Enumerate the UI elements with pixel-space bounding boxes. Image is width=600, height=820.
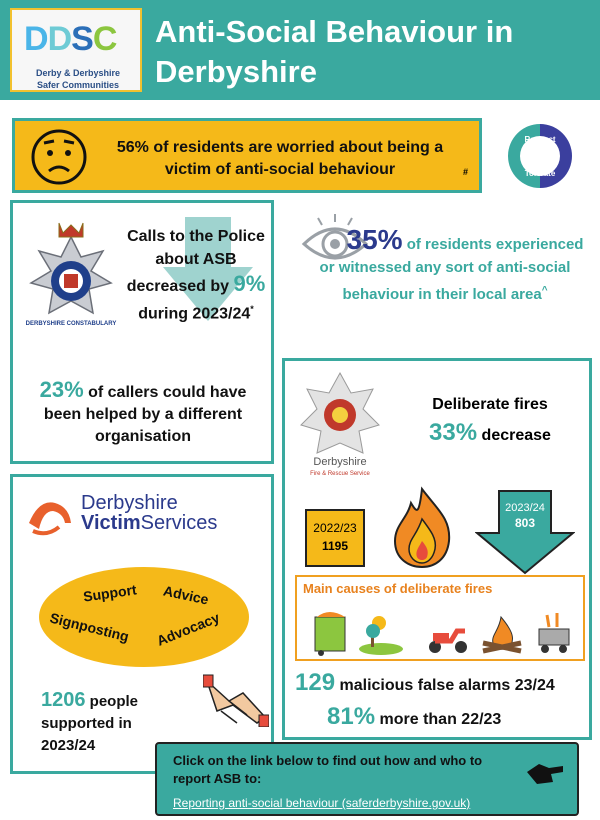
- more-pct: 81%: [327, 703, 376, 730]
- police-badge-icon: [19, 217, 123, 329]
- people-text2: supported in: [41, 715, 132, 732]
- people-text1: people: [89, 693, 139, 710]
- witness-footnote-mark: ^: [541, 285, 548, 296]
- word-advice: Advice: [161, 582, 211, 608]
- calls-text: Calls to the Police about ASB decreased by: [126, 228, 265, 295]
- title-line1: Anti-Social Behaviour in: [155, 14, 514, 49]
- victim-services-hand-icon: [25, 493, 75, 539]
- respect-tolerate-icon: [490, 118, 590, 194]
- scooter-icon: [429, 631, 467, 653]
- report-text: Click on the link below to find out how and who to report ASB to:: [173, 753, 483, 786]
- ddsc-logo: [10, 8, 142, 92]
- worry-text: 56% of residents are worried about being a victim of anti-social behaviour: [116, 139, 444, 178]
- vehicle-wreck-icon: [539, 613, 569, 653]
- prev-year: 2022/23: [313, 521, 357, 535]
- fire-logo-line1: Derbyshire: [313, 456, 367, 468]
- more-text: more than 22/23: [379, 711, 502, 728]
- word-support: Support: [82, 581, 138, 605]
- worry-banner: [12, 118, 482, 193]
- report-asb-box: [155, 742, 579, 816]
- police-badge-text: DERBYSHIRE CONSTABULARY: [25, 321, 117, 327]
- fire-causes-box: [295, 575, 585, 661]
- bonfire-icon: [483, 617, 521, 651]
- witness-pct: 35%: [346, 224, 403, 255]
- fire-causes-icons: [311, 607, 573, 657]
- fires-pct: 33%: [429, 419, 478, 446]
- police-panel: [10, 200, 274, 464]
- tolerate-word: Tolerate: [524, 169, 556, 178]
- prev-year-box: [305, 509, 365, 567]
- causes-title: Main causes of deliberate fires: [303, 581, 493, 596]
- victim-logo-services: Services: [140, 512, 218, 534]
- title-line2: Derbyshire: [155, 54, 317, 89]
- police-calls-text: [121, 225, 271, 325]
- victim-services-logo: [81, 493, 217, 533]
- fires-pct-label: decrease: [481, 427, 551, 444]
- cur-year: 2023/24: [505, 502, 545, 514]
- handshake-icon: [203, 671, 269, 727]
- logo-line1: Derby & Derbyshire: [35, 68, 121, 78]
- alarms-value: 129: [295, 669, 336, 696]
- callers-stat: [23, 377, 263, 448]
- fires-title: Deliberate fires: [432, 396, 548, 413]
- people-supported-stat: [41, 689, 138, 757]
- worried-face-icon: [31, 129, 87, 185]
- cur-value: 803: [514, 516, 536, 530]
- flame-icon: [385, 485, 459, 569]
- wheelie-bin-icon: [315, 612, 345, 656]
- page-title: [155, 12, 595, 92]
- callers-pct: 23%: [39, 377, 84, 402]
- witness-text: of residents experienced or witnessed any sort of anti-social behaviour in their local area: [319, 236, 584, 303]
- fire-decrease-arrow-icon: [475, 489, 575, 575]
- worry-footnote-mark: #: [463, 167, 469, 177]
- people-text3: 2023/24: [41, 737, 96, 754]
- fire-service-crest-icon: [297, 369, 383, 479]
- fire-logo-line2: Fire & Rescue Service: [310, 471, 370, 477]
- false-alarms-stat: [295, 669, 590, 737]
- report-asb-link[interactable]: Reporting anti-social behaviour (saferderbyshire.gov.uk): [173, 796, 471, 810]
- logo-mark: DDSC: [24, 20, 117, 58]
- victim-logo-victim: Victim: [81, 512, 141, 534]
- word-advocacy: Advocacy: [154, 609, 222, 649]
- calls-suffix: during 2023/24: [138, 305, 251, 323]
- witness-stat: [300, 224, 590, 306]
- grass-trees-icon: [359, 616, 403, 655]
- respect-word: Respect: [524, 135, 556, 144]
- pointing-hand-icon: [525, 758, 565, 788]
- victim-services-panel: [10, 474, 274, 774]
- calls-footnote-mark: *: [250, 304, 254, 314]
- word-signposting: Signposting: [48, 609, 131, 645]
- calls-pct: 9%: [233, 271, 266, 296]
- victim-logo-line1: Derbyshire: [81, 492, 178, 514]
- services-ellipse: [39, 567, 249, 667]
- logo-line2: Safer Communities: [36, 80, 120, 90]
- callers-text: of callers could have been helped by a different organisation: [43, 384, 247, 445]
- prev-value: 1195: [321, 539, 349, 553]
- fire-panel: [282, 358, 592, 740]
- deliberate-fires-stat: [395, 391, 585, 450]
- alarms-text: malicious false alarms 23/24: [339, 677, 555, 694]
- people-value: 1206: [41, 689, 86, 711]
